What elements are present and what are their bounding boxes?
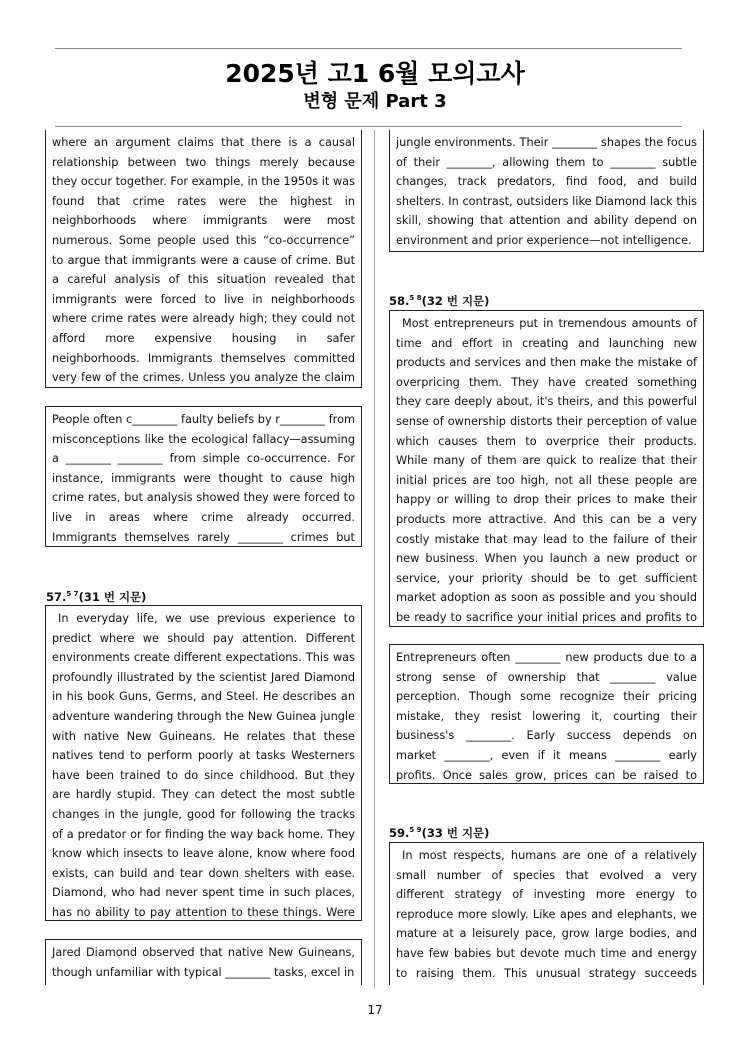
summary-box-56: People often c________ faulty beliefs by r________ from misconceptions like the ecological fallacy—assuming a ________ ________ from simple co-occurrence. For instance, immigrants were thought to cause high crime rates, but analysis showed they were forced to live in areas where crime already occurred. Immigrants themselves rarely ________ crimes but	[45, 406, 362, 547]
question-57-heading	[46, 589, 146, 605]
page-title: 2025년 고1 6월 모의고사	[225, 59, 525, 88]
passage-57: In everyday life, we use previous experience to predict where we should pay attention. Different environments create different expectations. This was profoundly illustrated by the scientist Jared Diamond in his book Guns, Germs, and Steel. He describes an adventure wandering through the New Guinea jungle with native New Guineans. He relates that these natives tend to perform poorly at tasks Westerners have been trained to do since childhood. But they are hardly stupid. They can detect the most subtle changes in the jungle, good for following the tracks of a predator or for finding the way back home. They know which insects to leave alone, know where food exists, can build and tear down shelters with ease. Diamond, who had never spent time in such places, has no ability to pay attention to these things. Were	[45, 605, 362, 921]
question-58-number: 58.	[389, 294, 410, 308]
top-rule	[55, 48, 682, 49]
question-59-heading	[389, 825, 489, 841]
page-number: 17	[367, 1003, 383, 1017]
question-59-number: 59.	[389, 826, 410, 840]
summary-box-58: Entrepreneurs often ________ new products due to a strong sense of ownership that ________ value perception. Though some recognize their pricing mistake, they resist lowering it, courting their business's ________. Early success depends on market ________, even if it means ________ early profits. Once sales grow, prices can be raised to	[389, 644, 704, 784]
question-58-heading	[389, 293, 489, 309]
summary-box-57-start: Jared Diamond observed that native New Guineans, though unfamiliar with typical ________ tasks, excel in	[45, 939, 362, 985]
passage-58: Most entrepreneurs put in tremendous amounts of time and effort in creating and launching new products and services and then make the mistake of overpricing them. They have created something they care deeply about, it's theirs, and this powerful sense of ownership distorts their perception of value which causes them to overprice their products. While many of them are quick to realize that their initial prices are too high, not all these people are happy or willing to drop their prices to make their products more attractive. And this can be a very costly mistake that may lead to the failure of their new business. When you launch a new product or service, your priority should be to get sufficient market adoption as soon as possible and you should be ready to sacrifice your initial prices and profits to	[389, 310, 704, 627]
summary-box-57-continuation: jungle environments. Their ________ shapes the focus of their ________, allowing them to ________ subtle changes, track predators, find food, and build shelters. In contrast, outsiders like Diamond lack this skill, showing that attention and ability depend on environment and prior experience—not intelligence.	[389, 130, 704, 252]
passage-59: In most respects, humans are one of a relatively small number of species that evolved a very different strategy of investing more energy to reproduce more slowly. Like apes and elephants, we mature at a leisurely pace, grow large bodies, and have few babies but devote much time and energy to raising them. This unusual strategy succeeds	[389, 842, 704, 985]
page-subtitle: 변형 문제 Part 3	[303, 91, 447, 112]
header-rule	[55, 126, 682, 127]
question-59-sup: 5 9	[409, 826, 422, 835]
passage-56-continuation: where an argument claims that there is a causal relationship between two things merely because they occur together. For example, in the 1950s it was found that crime rates were the highest in neighborhoods where immigrants were most numerous. Some people used this “co-occurrence” to argue that immigrants were a cause of crime. But a careful analysis of this situation revealed that immigrants were forced to live in neighborhoods where crime rates were already high; they could not afford more expensive housing in safer neighborhoods. Immigrants themselves committed very few of the crimes. Unless you analyze the claim	[45, 130, 362, 388]
question-57-sup: 5 7	[66, 590, 79, 599]
question-57-number: 57.	[46, 590, 67, 604]
question-57-label: (31 번 지문)	[78, 590, 147, 604]
question-59-label: (33 번 지문)	[421, 826, 490, 840]
question-58-label: (32 번 지문)	[421, 294, 490, 308]
column-divider	[374, 130, 375, 988]
question-58-sup: 5 8	[409, 294, 422, 303]
